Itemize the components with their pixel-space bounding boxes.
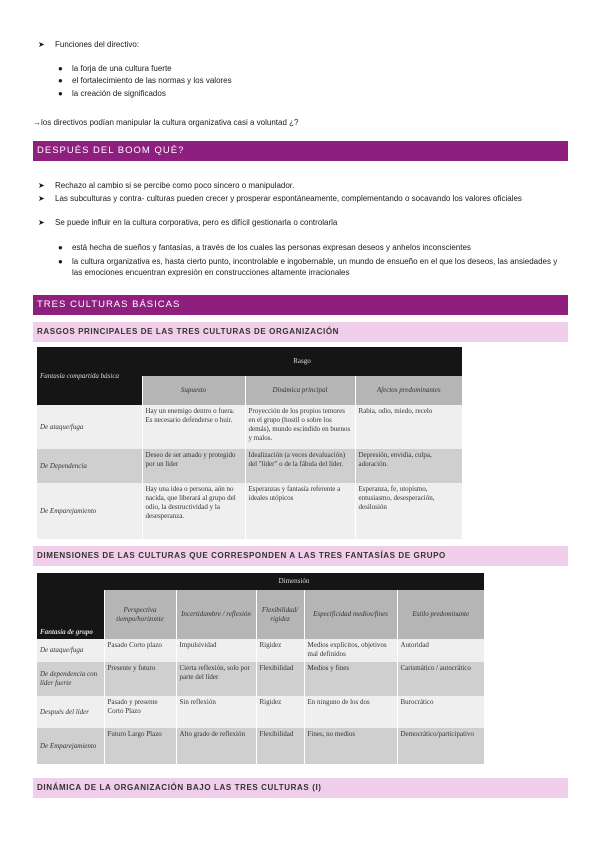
table-column-header: Especificidad medios/fines [304, 590, 397, 639]
table-row [37, 696, 484, 728]
dot-bullet-icon: ● [58, 243, 63, 252]
row-label: De dependencia con líder fuerte [37, 662, 104, 696]
after-boom-point: ➤ Rechazo al cambio si se percibe como poco sincero o manipulador. [38, 181, 295, 190]
row-label: Después del líder [37, 696, 104, 728]
dot-bullet-icon: ● [58, 257, 63, 266]
table-row [37, 405, 462, 449]
table-cell: Futuro Largo Plazo [104, 728, 176, 764]
arrow-bullet-icon: ➤ [38, 181, 45, 190]
row-label: De Emparejamiento [37, 483, 142, 539]
table-cell: Impulsividad [176, 639, 256, 662]
row-label: De ataque/fuga [37, 639, 104, 662]
table-cell: Cierta reflexión, solo por parte del líder [176, 662, 256, 696]
table-cell: Flexibilidad [256, 728, 304, 764]
row-label: De Emparejamiento [37, 728, 104, 764]
table-cell: Hay una idea o persona, aún no nacida, que liberará al grupo del odio, la destructividad y la desesperanza. [142, 483, 245, 539]
table-group-header: Rasgo [142, 347, 462, 376]
table-cell: Fines, no medios [304, 728, 397, 764]
after-boom-bullet: ● está hecha de sueños y fantasías, a través de los cuales las personas expresan deseos y anhelos inconscientes [58, 243, 471, 252]
table-cell: Rabia, odio, miedo, recelo [355, 405, 462, 449]
table-column-header: Dinámica principal [245, 376, 355, 405]
section-title-after-boom: DESPUÉS DEL BOOM QUÉ? [33, 141, 568, 161]
table-row [37, 639, 484, 662]
row-label: De Dependencia [37, 449, 142, 483]
table-cell: Esperanza, fe, utopismo, entusiasmo, desesperación, desilusión [355, 483, 462, 539]
table-row [37, 662, 484, 696]
table-cell: Pasado y presente Corto Plazo [104, 696, 176, 728]
intro-question: →los directivos podían manipular la cultura organizativa casi a voluntad ¿? [33, 118, 299, 127]
table-column-header: Supuesto [142, 376, 245, 405]
after-boom-point: ➤ Las subculturas y contra- culturas pueden crecer y prosperar espontáneamente, complementando o socavando los valores oficiales [38, 194, 522, 203]
table-cell: Esperanzas y fantasía referente a ideales utópicos [245, 483, 355, 539]
after-boom-point: ➤ Se puede influir en la cultura corporativa, pero es difícil gestionarla o controlarla [38, 218, 338, 227]
traits-table [37, 347, 462, 539]
row-label: De ataque/fuga [37, 405, 142, 449]
intro-bullet: ● la creación de significados [58, 89, 166, 98]
table-cell: Hay un enemigo dentro o fuera. Es necesario defenderse o huir. [142, 405, 245, 449]
table-row [37, 483, 462, 539]
table-cell: Democrático/participativo [397, 728, 484, 764]
intro-bullet: ● el fortalecimiento de las normas y los valores [58, 76, 232, 85]
table-cell: En ninguno de los dos [304, 696, 397, 728]
table-cell: Proyección de los propios temores en el grupo (hostil o sobre los demás), mundo escindido en buenos y malos. [245, 405, 355, 449]
subsection-title-dynamics: DINÁMICA DE LA ORGANIZACIÓN BAJO LAS TRES CULTURAS (I) [33, 778, 568, 798]
table-group-header: Dimensión [104, 573, 484, 590]
table-cell: Sin reflexión [176, 696, 256, 728]
table-cell: Rigidez [256, 639, 304, 662]
table-column-header: Afectos predominantes [355, 376, 462, 405]
after-boom-bullet: ● la cultura organizativa es, hasta cierto punto, incontrolable e ingobernable, un mundo de ensueño en el que los deseos, las ansiedades y las emociones encuentran expresión en construcciones altamente irracionales [58, 257, 558, 277]
dot-bullet-icon: ● [58, 64, 63, 73]
table-column-header: Perspectiva tiempo/horizonte [104, 590, 176, 639]
dimensions-table [37, 573, 484, 764]
table-cell: Rigidez [256, 696, 304, 728]
dot-bullet-icon: ● [58, 76, 63, 85]
table-cell: Medios y fines [304, 662, 397, 696]
table-cell: Burocrático [397, 696, 484, 728]
section-title-three-cultures: TRES CULTURAS BÁSICAS [33, 295, 568, 315]
table-row [37, 449, 462, 483]
table-cell: Presente y futuro [104, 662, 176, 696]
table-column-header: Estilo predominante [397, 590, 484, 639]
table-cell: Depresión, envidia, culpa, adoración. [355, 449, 462, 483]
arrow-bullet-icon: ➤ [38, 218, 45, 227]
table-column-header: Flexibilidad/ rigidez [256, 590, 304, 639]
table-corner-header: Fantasía de grupo [37, 573, 104, 639]
subsection-title-dimensions: DIMENSIONES DE LAS CULTURAS QUE CORRESPONDEN A LAS TRES FANTASÍAS DE GRUPO [33, 546, 568, 566]
arrow-bullet-icon: ➤ [38, 194, 45, 203]
intro-heading: Funciones del directivo: [55, 40, 140, 49]
table-corner-header: Fantasía compartida básica [37, 347, 142, 405]
table-cell: Idealización (a veces devaluación) del "líder" o de la fábula del líder. [245, 449, 355, 483]
table-column-header: Incertidumbre / reflexión [176, 590, 256, 639]
table-cell: Deseo de ser amado y protegido por un líder [142, 449, 245, 483]
subsection-title-main-traits: RASGOS PRINCIPALES DE LAS TRES CULTURAS DE ORGANIZACIÓN [33, 322, 568, 342]
table-cell: Carismático / autocrático [397, 662, 484, 696]
table-cell: Medios explícitos, objetivos mal definidos [304, 639, 397, 662]
intro-bullet: ● la forja de una cultura fuerte [58, 64, 172, 73]
table-cell: Pasado Corto plazo [104, 639, 176, 662]
table-cell: Flexibilidad [256, 662, 304, 696]
table-cell: Autoridad [397, 639, 484, 662]
arrow-bullet-icon: ➤ [38, 40, 45, 49]
table-row [37, 728, 484, 764]
intro-heading-item [38, 39, 558, 50]
dot-bullet-icon: ● [58, 89, 63, 98]
table-cell: Alto grado de reflexión [176, 728, 256, 764]
